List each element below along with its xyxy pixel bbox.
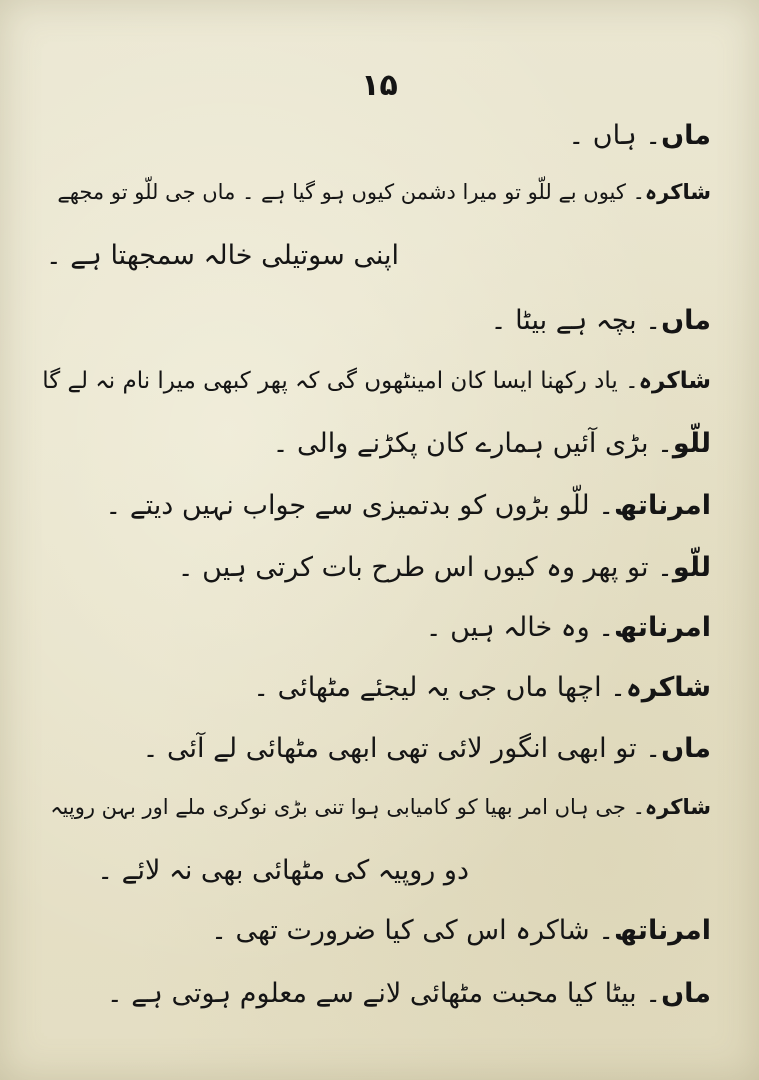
speaker-name: ماں xyxy=(661,305,711,336)
speaker-name: ماں xyxy=(661,120,711,151)
speaker-name: امرناتھ xyxy=(614,612,711,643)
dialogue-line xyxy=(42,368,711,396)
page-number: ۱۵ xyxy=(361,68,398,103)
dialogue-line xyxy=(253,672,711,704)
dialogue-line xyxy=(211,915,711,947)
speaker-name: ماں xyxy=(661,978,711,1009)
dialogue-text: ۔ کیوں بے للّو تو میرا دشمن کیوں ہو گیا ہے ۔ ماں جی للّو تو مجھے xyxy=(57,180,645,204)
dialogue-text: ۔ للّو بڑوں کو بدتمیزی سے جواب نہیں دیتے ۔ xyxy=(105,490,615,521)
dialogue-line xyxy=(46,240,399,272)
speaker-name: للّو xyxy=(672,428,711,459)
dialogue-text: ۔ تو ابھی انگور لائی تھی ابھی مٹھائی لے آئی ۔ xyxy=(142,733,662,764)
dialogue-line xyxy=(105,490,711,522)
dialogue-text: ۔ بچہ ہے بیٹا ۔ xyxy=(490,305,662,336)
dialogue-line xyxy=(143,733,711,765)
dialogue-line xyxy=(491,305,711,337)
speaker-name: للّو xyxy=(672,552,711,583)
dialogue-text: ۔ بڑی آئیں ہمارے کان پکڑنے والی ۔ xyxy=(272,428,673,459)
dialogue-line xyxy=(568,120,711,152)
dialogue-text: اپنی سوتیلی خالہ سمجھتا ہے ۔ xyxy=(45,240,399,271)
dialogue-line xyxy=(273,428,711,460)
speaker-name: ماں xyxy=(661,733,711,764)
dialogue-line xyxy=(50,795,711,820)
dialogue-line xyxy=(426,612,711,644)
dialogue-text: ۔ تو پھر وہ کیوں اس طرح بات کرتی ہیں ۔ xyxy=(177,552,673,583)
dialogue-text: ۔ جی ہاں امر بھیا کو کامیابی ہوا تنی بڑی نوکری ملے اور بہن روپیہ xyxy=(50,795,645,819)
speaker-name: امرناتھ xyxy=(614,915,711,946)
speaker-name: شاکرہ xyxy=(625,672,711,703)
speaker-name: شاکرہ xyxy=(638,368,711,394)
dialogue-line xyxy=(107,978,711,1010)
dialogue-text: ۔ بیٹا کیا محبت مٹھائی لانے سے معلوم ہوتی ہے ۔ xyxy=(106,978,662,1009)
dialogue-text: ۔ شاکرہ اس کی کیا ضرورت تھی ۔ xyxy=(211,915,615,946)
dialogue-line xyxy=(97,855,469,887)
dialogue-text: دو روپیہ کی مٹھائی بھی نہ لائے ۔ xyxy=(97,855,469,886)
dialogue-line xyxy=(57,180,711,205)
dialogue-text: ۔ ہاں ۔ xyxy=(568,120,662,151)
speaker-name: شاکرہ xyxy=(644,180,711,204)
dialogue-text: ۔ اچھا ماں جی یہ لیجئے مٹھائی ۔ xyxy=(253,672,626,703)
speaker-name: امرناتھ xyxy=(614,490,711,521)
dialogue-text: ۔ وہ خالہ ہیں ۔ xyxy=(425,612,615,643)
dialogue-text: ۔ یاد رکھنا ایسا کان امینٹھوں گی کہ پھر کبھی میرا نام نہ لے گا xyxy=(42,368,639,394)
dialogue-line xyxy=(178,552,711,584)
speaker-name: شاکرہ xyxy=(644,795,711,819)
